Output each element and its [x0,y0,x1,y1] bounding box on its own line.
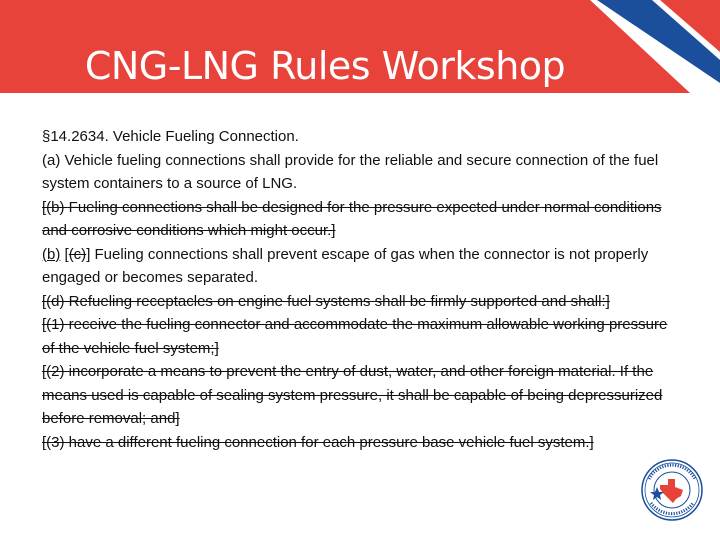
bracket-open: [ [64,245,69,263]
paragraph-a: (a) Vehicle fueling connections shall provide for the reliable and secure connection of the fuel system containers to a source of LNG. [42,151,659,192]
deleted-paragraph-d: [(d) Refueling receptacles on engine fuel systems shall be firmly supported and shall:] [42,292,610,310]
page-title: CNG-LNG Rules Workshop [84,44,566,88]
section-heading: §14.2634. Vehicle Fueling Connection. [42,128,299,145]
deleted-item-2: [(2) incorporate a means to prevent the entry of dust, water, and other foreign material. If the means used is capable of sealing system pressure, it shall be capable of being depressurized before removal; and] [42,363,663,427]
railroad-commission-seal-logo [641,459,703,521]
paragraph-b-text: ] Fueling connections shall prevent escape of gas when the connector is not properly engaged or becomes separated. [42,245,649,286]
paragraph-b [42,243,682,290]
deleted-item-3: [(3) have a different fueling connection for each pressure base vehicle fuel system.] [42,433,594,451]
rule-text [42,125,682,454]
header-banner [0,0,720,93]
deleted-item-1: [(1) receive the fueling connector and accommodate the maximum allowable working pressure of the vehicle fuel system;] [42,316,668,357]
old-label-c: (c) [68,245,87,263]
deleted-paragraph-b: [(b) Fueling connections shall be designed for the pressure expected under normal conditions and corrosive conditions which might occur.] [42,198,662,239]
new-label-b: (b) [42,245,61,263]
